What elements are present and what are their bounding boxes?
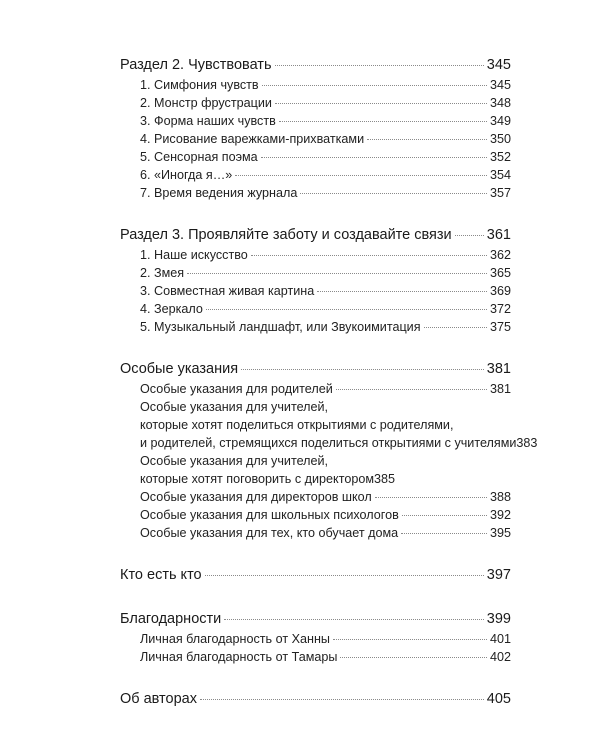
dot-leader <box>261 157 487 158</box>
entry-title-line <box>140 434 538 452</box>
toc-entry[interactable] <box>120 630 511 648</box>
dot-leader <box>336 389 487 390</box>
toc-section-heading[interactable] <box>120 688 511 710</box>
entry-title-line: Особые указания для учителей, <box>140 454 329 468</box>
dot-leader <box>275 65 484 66</box>
entry-page-number: 385 <box>374 472 396 486</box>
toc-entry[interactable] <box>120 130 511 148</box>
entry-page-number: 381 <box>489 382 511 396</box>
entry-page-number: 345 <box>489 78 511 92</box>
entry-page-number: 365 <box>489 266 511 280</box>
dot-leader <box>205 575 484 576</box>
entry-title-line <box>140 470 511 488</box>
entry-title: 3. Совместная живая картина <box>140 284 315 298</box>
toc-section <box>120 358 538 542</box>
toc-section <box>120 224 511 336</box>
dot-leader <box>317 291 487 292</box>
dot-leader <box>200 699 484 700</box>
entry-title: 4. Зеркало <box>140 302 203 316</box>
dot-leader <box>340 657 487 658</box>
toc-entry[interactable] <box>120 300 511 318</box>
entry-page-number: 372 <box>489 302 511 316</box>
toc-entry[interactable] <box>120 246 511 264</box>
toc-entry[interactable] <box>120 264 511 282</box>
toc-entry-multiline[interactable] <box>120 452 511 488</box>
entry-title: 5. Сенсорная поэма <box>140 150 258 164</box>
dot-leader <box>279 121 487 122</box>
dot-leader <box>235 175 487 176</box>
toc-section-heading[interactable] <box>120 608 511 630</box>
entry-page-number: 357 <box>489 186 511 200</box>
section-title: Благодарности <box>120 611 222 627</box>
toc-entry[interactable] <box>120 76 511 94</box>
dot-leader <box>455 235 484 236</box>
section-title: Особые указания <box>120 361 239 377</box>
section-page-number: 361 <box>486 227 511 243</box>
toc-section <box>120 608 511 666</box>
entry-page-number: 392 <box>489 508 511 522</box>
entry-page-number: 383 <box>516 436 538 450</box>
entry-title: 1. Симфония чувств <box>140 78 259 92</box>
dot-leader <box>424 327 487 328</box>
entry-page-number: 401 <box>489 632 511 646</box>
toc-entry[interactable] <box>120 506 511 524</box>
entry-page-number: 352 <box>489 150 511 164</box>
toc-section-heading[interactable] <box>120 224 511 246</box>
entry-title: Особые указания для родителей <box>140 382 333 396</box>
section-title: Об авторах <box>120 691 197 707</box>
toc-section <box>120 54 511 202</box>
entry-page-number: 402 <box>489 650 511 664</box>
entry-title: Личная благодарность от Тамары <box>140 650 338 664</box>
entry-page-number: 375 <box>489 320 511 334</box>
section-page-number: 381 <box>486 361 511 377</box>
section-page-number: 405 <box>486 691 511 707</box>
toc-entry[interactable] <box>120 318 511 336</box>
entry-title: 4. Рисование варежками-прихватками <box>140 132 365 146</box>
entry-title: Особые указания для тех, кто обучает дома <box>140 526 399 540</box>
entry-page-number: 362 <box>489 248 511 262</box>
toc-entry[interactable] <box>120 184 511 202</box>
dot-leader <box>375 497 487 498</box>
entry-title: 6. «Иногда я…» <box>140 168 233 182</box>
entry-page-number: 349 <box>489 114 511 128</box>
entry-title: Особые указания для директоров школ <box>140 490 372 504</box>
toc-section-heading[interactable] <box>120 54 511 76</box>
entry-title-line: которые хотят поделиться открытиями с родителями, <box>140 418 454 432</box>
entry-page-number: 350 <box>489 132 511 146</box>
toc-section-heading[interactable] <box>120 358 511 380</box>
dot-leader <box>251 255 487 256</box>
toc-entry[interactable] <box>120 112 511 130</box>
dot-leader <box>367 139 487 140</box>
section-page-number: 345 <box>486 57 511 73</box>
section-page-number: 399 <box>486 611 511 627</box>
dot-leader <box>262 85 487 86</box>
dot-leader <box>300 193 487 194</box>
toc-entry[interactable] <box>120 380 511 398</box>
toc-entry[interactable] <box>120 148 511 166</box>
toc-entry[interactable] <box>120 166 511 184</box>
dot-leader <box>241 369 484 370</box>
toc-entry-multiline[interactable] <box>120 398 538 452</box>
entry-title: Личная благодарность от Ханны <box>140 632 330 646</box>
entry-title: 2. Змея <box>140 266 185 280</box>
entry-title-text: которые хотят поговорить с директором <box>140 472 375 486</box>
entry-title-text: и родителей, стремящихся поделиться открытиями с учителями <box>140 436 517 450</box>
entry-title-line: Особые указания для учителей, <box>140 400 329 414</box>
table-of-contents <box>120 54 538 732</box>
entry-title: 3. Форма наших чувств <box>140 114 276 128</box>
dot-leader <box>333 639 487 640</box>
toc-section <box>120 564 511 586</box>
entry-page-number: 388 <box>489 490 511 504</box>
toc-entry[interactable] <box>120 524 511 542</box>
section-title: Кто есть кто <box>120 567 202 583</box>
dot-leader <box>275 103 487 104</box>
entry-title: Особые указания для школьных психологов <box>140 508 399 522</box>
toc-section-heading[interactable] <box>120 564 511 586</box>
entry-page-number: 348 <box>489 96 511 110</box>
dot-leader <box>187 273 487 274</box>
dot-leader <box>401 533 487 534</box>
entry-page-number: 354 <box>489 168 511 182</box>
entry-page-number: 395 <box>489 526 511 540</box>
toc-entry[interactable] <box>120 282 511 300</box>
section-title: Раздел 2. Чувствовать <box>120 57 272 73</box>
section-page-number: 397 <box>486 567 511 583</box>
section-title: Раздел 3. Проявляйте заботу и создавайте связи <box>120 227 452 243</box>
dot-leader <box>206 309 487 310</box>
entry-title: 5. Музыкальный ландшафт, или Звукоимитация <box>140 320 421 334</box>
dot-leader <box>224 619 484 620</box>
dot-leader <box>402 515 487 516</box>
toc-entry[interactable] <box>120 94 511 112</box>
entry-title: 7. Время ведения журнала <box>140 186 298 200</box>
toc-section <box>120 688 511 710</box>
entry-title: 2. Монстр фрустрации <box>140 96 272 110</box>
toc-entry[interactable] <box>120 488 511 506</box>
entry-page-number: 369 <box>489 284 511 298</box>
entry-title: 1. Наше искусство <box>140 248 248 262</box>
toc-entry[interactable] <box>120 648 511 666</box>
